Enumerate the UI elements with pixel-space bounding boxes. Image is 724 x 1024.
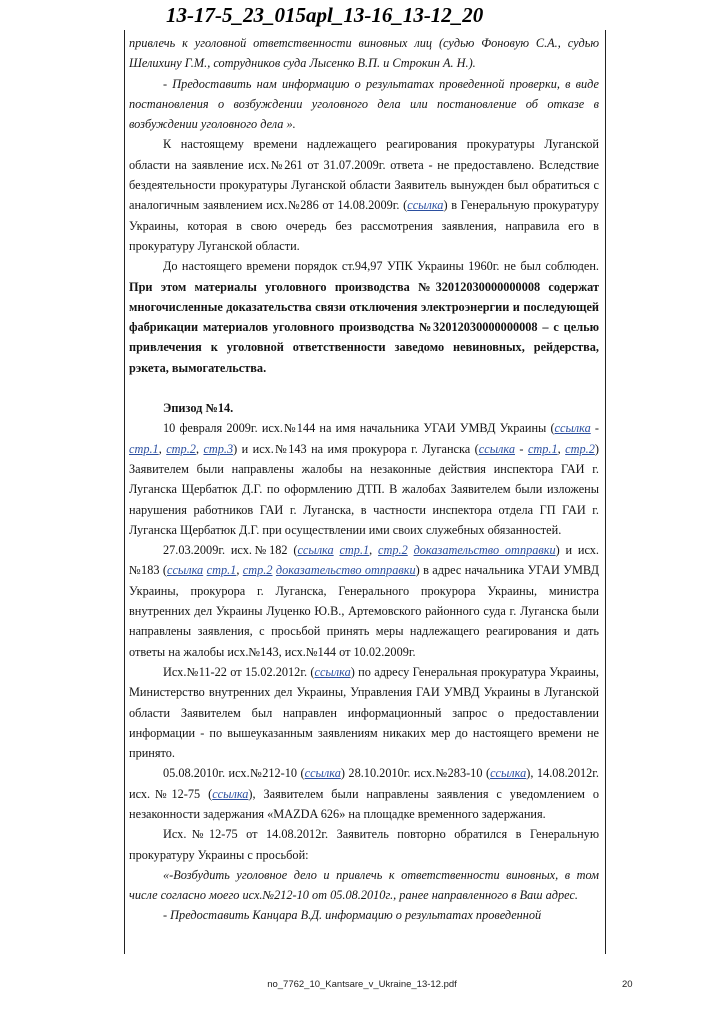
document-link[interactable]: ссылка (407, 198, 444, 213)
document-link[interactable]: стр.1 (206, 563, 237, 578)
document-link[interactable]: стр.3 (203, 441, 234, 456)
paragraph-1: привлечь к уголовной ответственности виновных лиц (судью Фоновую С.А., судью Шелихину Г.М., сотрудников суда Лысенко В.П. и Строкин А. Н.). (129, 36, 599, 71)
document-link[interactable]: ссылка (167, 563, 204, 578)
episode-heading: Эпизод №14. (163, 401, 234, 416)
document-link[interactable]: ссылка (212, 786, 249, 801)
document-link[interactable]: стр.2 (378, 543, 408, 558)
paragraph-4: До настоящего времени порядок ст.94,97 УПК Украины 1960г. не был соблюден. При этом материалы уголовного производства №32012030000000008 содержат многочисленные доказательства связи отключения электроэнергии и последующей фабрикации материалов уголовного производства №32012030000000008 – с целью привлечения к уголовной ответственности заведомо невиновных, рейдерства, рэкета, вымогательства. (129, 259, 599, 375)
document-link[interactable]: ссылка (554, 421, 591, 436)
paragraph-gap (129, 378, 599, 398)
document-link[interactable]: доказательство отправки (413, 543, 556, 558)
paragraph-8: 05.08.2010г. исх.№212-10 (ссылка) 28.10.2010г. исх.№283-10 (ссылка), 14.08.2012г. исх.№12-75 (ссылка), Заявителем были направлены заявления с уведомлением о незаконности задержания «MAZDA 626» на площадке временного задержания. (129, 766, 599, 821)
document-link[interactable]: стр.1 (527, 441, 558, 456)
document-link[interactable]: ссылка (297, 543, 334, 558)
document-link[interactable]: ссылка (478, 441, 515, 456)
paragraph-10: «-Возбудить уголовное дело и привлечь к ответственности виновных, в том числе согласно моего исх.№212-10 от 05.08.2010г., ранее направленного в Ваш адрес. (129, 867, 599, 903)
document-link[interactable]: ссылка (490, 766, 527, 781)
document-link[interactable]: ссылка (314, 664, 351, 679)
bold-emphasis: При этом материалы уголовного производства №32012030000000008 содержат многочисленные доказательства связи отключения электроэнергии и последующей фабрикации материалов уголовного производства №32012030000000008 – с целью привлечения к уголовной ответственности заведомо невиновных, рейдерства, рэкета, вымогательства. (129, 279, 599, 375)
footer-page-number: 20 (622, 979, 633, 990)
document-link[interactable]: стр.1 (129, 441, 159, 456)
paragraph-11: - Предоставить Канцара В.Д. информацию о результатах проведенной (163, 908, 542, 923)
paragraph-3: К настоящему времени надлежащего реагирования прокуратуры Луганской области на заявление исх.№261 от 31.07.2009г. ответа - не предоставлено. Вследствие бездеятельности прокуратуры Луганской области Заявитель вынужден был обратиться с аналогичным заявлением исх.№286 от 14.08.2009г. (ссылка) в Генеральную прокуратуру Украины, которая в свою очередь без рассмотрения заявления, направила его в прокуратуру Луганской области. (129, 137, 600, 253)
document-link[interactable]: стр.2 (242, 563, 273, 578)
footer-filename: no_7762_10_Kantsare_v_Ukraine_13-12.pdf (267, 979, 457, 990)
paragraph-9: Исх.№12-75 от 14.08.2012г. Заявитель повторно обратился в Генеральную прокуратуру Украины с просьбой: (129, 827, 599, 862)
document-link[interactable]: стр.2 (565, 441, 595, 456)
document-link[interactable]: доказательство отправки (275, 563, 416, 578)
paragraph-5: 10 февраля 2009г. исх.№144 на имя начальника УГАИ УМВД Украины (ссылка - стр.1, стр.2, стр.3) и исх.№143 на имя прокурора г. Луганска (ссылка - стр.1, стр.2) Заявителем были направлены жалобы на незаконные действия инспектора ГАИ г. Луганска Щербатюк Д.Г. по оформлению ДТП. В жалобах Заявителем были изложены нарушения работников ГАИ г. Луганска, в частности инспектора отдела ГП ГАИ г. Луганска Щербатюк Д.Г. при осуществлении ими своих служебных обязанностей. (129, 421, 599, 537)
paragraph-6: 27.03.2009г. исх.№182 (ссылка стр.1, стр.2 доказательство отправки) и исх.№183 (ссылка стр.1, стр.2 доказательство отправки) в адрес начальника УГАИ УМВД Украины, прокурора г. Луганска, Генерального прокурора Украины, министра внутренних дел Украины Луценко Ю.В., Артемовского районного суда г. Луганска были направлены заявления, с просьбой принять меры надлежащего реагирования и дать ответы на жалобы исх.№143, исх.№144 от 10.02.2009г. (129, 543, 599, 659)
document-link[interactable]: стр.2 (166, 441, 196, 456)
document-link[interactable]: стр.1 (339, 543, 370, 558)
paragraph-2: - Предоставить нам информацию о результатах проведенной проверки, в виде постановления о возбуждении уголовного дела или постановление об отказе в возбуждении уголовного дела ». (129, 76, 599, 132)
document-header-title: 13-17-5_23_015apl_13-16_13-12_20 (166, 3, 484, 27)
document-body (129, 33, 599, 926)
document-link[interactable]: ссылка (304, 766, 341, 781)
paragraph-7: Исх.№11-22 от 15.02.2012г. (ссылка) по адресу Генеральная прокуратура Украины, Министерство внутренних дел Украины, Управления ГАИ УМВД Украины в Луганской области Заявителем был направлен информационный запрос о предоставлении информации - по вышеуказанным заявлениям никаких мер до настоящего времени не принято. (129, 664, 599, 761)
